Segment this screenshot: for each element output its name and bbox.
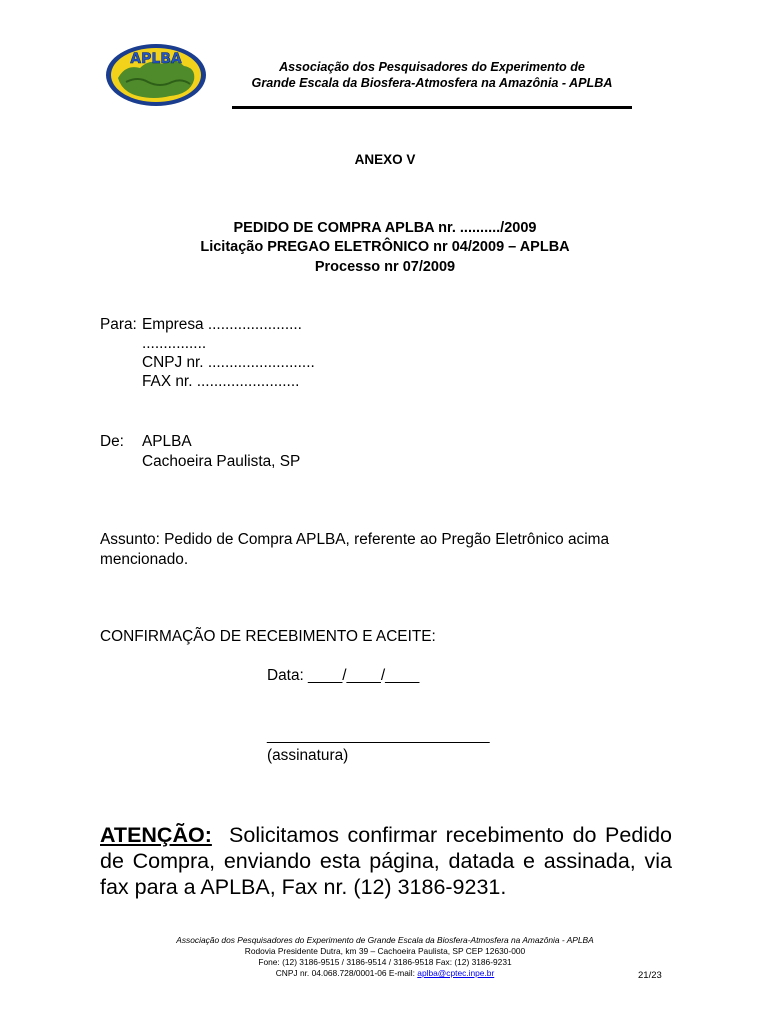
attention-line-2: de Compra, enviando esta página, datada e assinada, via (100, 849, 672, 873)
page-number: 21/23 (638, 970, 662, 981)
para-company-continued: ............... (142, 335, 207, 352)
title-line-3: Processo nr 07/2009 (314, 259, 456, 275)
footer-address: Rodovia Presidente Dutra, km 39 – Cachoeira Paulista, SP CEP 12630-000 (244, 946, 526, 956)
aplba-logo-graphic (104, 42, 208, 108)
subject-line-2: mencionado. (100, 551, 189, 568)
header-divider (232, 106, 632, 109)
de-location: Cachoeira Paulista, SP (142, 453, 301, 470)
attention-label: ATENÇÃO: (100, 823, 212, 847)
confirmation-title: CONFIRMAÇÃO DE RECEBIMENTO E ACEITE: (100, 628, 436, 645)
footer-cnpj: CNPJ nr. 04.068.728/0001-06 E-mail: (275, 968, 418, 978)
para-cnpj: CNPJ nr. ......................... (142, 354, 315, 371)
subject-line-1: Assunto: Pedido de Compra APLBA, referente ao Pregão Eletrônico acima (100, 531, 610, 548)
footer-cnpj-email (100, 968, 670, 978)
attention-line-3: fax para a APLBA, Fax nr. (12) 3186-9231. (100, 875, 507, 899)
logo-text: APLBA (130, 51, 182, 67)
footer-association: Associação dos Pesquisadores do Experimento de Grande Escala da Biosfera-Atmosfera na Amazônia - APLBA (176, 935, 594, 945)
annex-label: ANEXO V (354, 152, 416, 167)
para-company: Empresa ...................... (142, 316, 302, 333)
de-sender: APLBA (142, 433, 192, 450)
email-link[interactable]: aplba@cptec.inpe.br (417, 968, 495, 978)
para-fax: FAX nr. ........................ (142, 373, 300, 390)
header-line-2: Grande Escala da Biosfera-Atmosfera na Amazônia - APLBA (251, 76, 613, 90)
title-line-1: PEDIDO DE COMPRA APLBA nr. ........../2009 (233, 220, 537, 236)
aplba-logo (104, 42, 208, 108)
header-line-1: Associação dos Pesquisadores do Experimento de (279, 60, 585, 74)
signature-line: __________________________ (267, 727, 490, 744)
de-label: De: (100, 433, 124, 450)
title-line-2: Licitação PREGAO ELETRÔNICO nr 04/2009 – APLBA (200, 239, 570, 255)
para-label: Para: (100, 316, 137, 333)
footer-phone: Fone: (12) 3186-9515 / 3186-9514 / 3186-9518 Fax: (12) 3186-9231 (258, 957, 512, 967)
signature-label: (assinatura) (267, 747, 349, 764)
attention-notice (100, 822, 672, 900)
attention-text-1: Solicitamos confirmar recebimento do Pedido (229, 823, 672, 847)
date-field: Data: ____/____/____ (267, 667, 420, 684)
attention-line-1 (100, 822, 672, 848)
